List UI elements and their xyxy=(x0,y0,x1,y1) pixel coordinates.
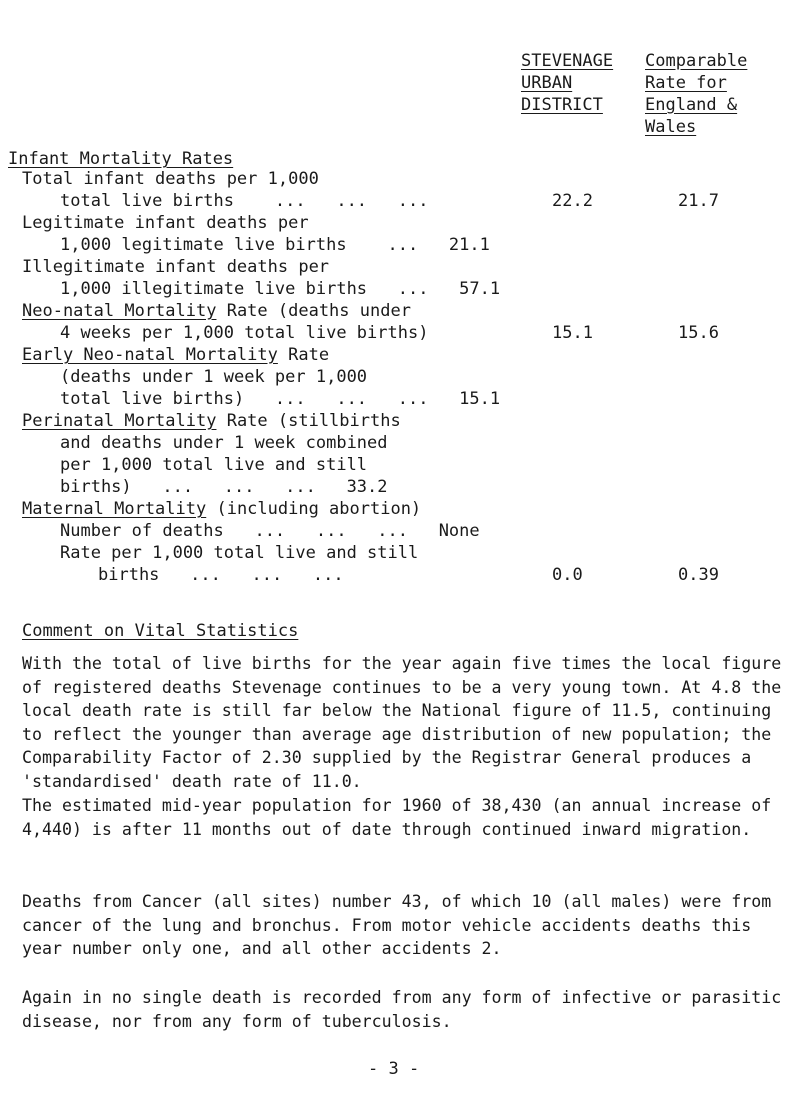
row-3-line-1: 4 weeks per 1,000 total live births) xyxy=(60,323,429,343)
paragraph-1-text: With the total of live births for the year again five times the local figure of registered deaths Stevenage continues to be a very young town. At 4.8 the local death rate is still far below the National figure of 11.5, continuing to reflect the younger than average age distribution of new population; the Comparability Factor of 2.30 supplied by the Registrar General produces a 'standardised' death rate of 11.0. xyxy=(22,654,792,791)
row-6-line-0: Maternal Mortality (including abortion) xyxy=(22,499,422,519)
row-6-stevenage-value: 0.0 xyxy=(552,565,583,585)
header-comparable-line2: Rate for xyxy=(645,73,727,93)
row-1-line-1: 1,000 legitimate live births ... 21.1 xyxy=(60,235,490,255)
row-0-line-0: Total infant deaths per 1,000 xyxy=(22,169,319,189)
row-6-line-2: Rate per 1,000 total live and still xyxy=(60,543,419,563)
row-3-comparable-value: 15.6 xyxy=(678,323,719,343)
row-4-line-1: (deaths under 1 week per 1,000 xyxy=(60,367,368,387)
section-title-infant-mortality: Infant Mortality Rates xyxy=(8,149,234,169)
row-6-line-1: Number of deaths ... ... ... None xyxy=(60,521,480,541)
row-0-comparable-value: 21.7 xyxy=(678,191,719,211)
paragraph-3-text: Deaths from Cancer (all sites) number 43, of which 10 (all males) were from cancer of the lung and bronchus. From motor vehicle accidents deaths this year number only one, and all other accidents 2. xyxy=(22,892,782,958)
row-2-line-0: Illegitimate infant deaths per xyxy=(22,257,330,277)
page-number: - 3 - xyxy=(368,1059,420,1079)
row-0-stevenage-value: 22.2 xyxy=(552,191,593,211)
row-5-line-3: births) ... ... ... 33.2 xyxy=(60,477,388,497)
header-comparable-line1: Comparable xyxy=(645,51,748,71)
paragraph-1 xyxy=(22,652,792,793)
paragraph-2 xyxy=(22,794,792,841)
row-0-line-1: total live births ... ... ... xyxy=(60,191,429,211)
row-6-comparable-value: 0.39 xyxy=(678,565,719,585)
row-2-line-1: 1,000 illegitimate live births ... 57.1 xyxy=(60,279,501,299)
paragraph-2-text: The estimated mid-year population for 1960 of 38,430 (an annual increase of 4,440) is after 11 months out of date through continued inward migration. xyxy=(22,796,782,839)
row-6-line-3: births ... ... ... xyxy=(98,565,344,585)
header-stevenage-line1: STEVENAGE xyxy=(521,51,614,71)
row-5-line-2: per 1,000 total live and still xyxy=(60,455,368,475)
header-stevenage-line3: DISTRICT xyxy=(521,95,603,115)
row-4-line-0: Early Neo-natal Mortality Rate xyxy=(22,345,330,365)
row-3-line-0: Neo-natal Mortality Rate (deaths under xyxy=(22,301,411,321)
row-4-line-2: total live births) ... ... ... 15.1 xyxy=(60,389,501,409)
row-5-line-0: Perinatal Mortality Rate (stillbirths xyxy=(22,411,401,431)
row-1-line-0: Legitimate infant deaths per xyxy=(22,213,309,233)
row-5-line-1: and deaths under 1 week combined xyxy=(60,433,388,453)
paragraph-4 xyxy=(22,986,792,1033)
paragraph-3 xyxy=(22,890,792,961)
paragraph-4-text: Again in no single death is recorded from any form of infective or parasitic disease, nor from any form of tuberculosis. xyxy=(22,988,792,1031)
header-stevenage-line2: URBAN xyxy=(521,73,573,93)
header-comparable-line3: England & xyxy=(645,95,738,115)
comment-title: Comment on Vital Statistics xyxy=(22,621,299,641)
header-comparable-line4: Wales xyxy=(645,117,697,137)
row-3-stevenage-value: 15.1 xyxy=(552,323,593,343)
